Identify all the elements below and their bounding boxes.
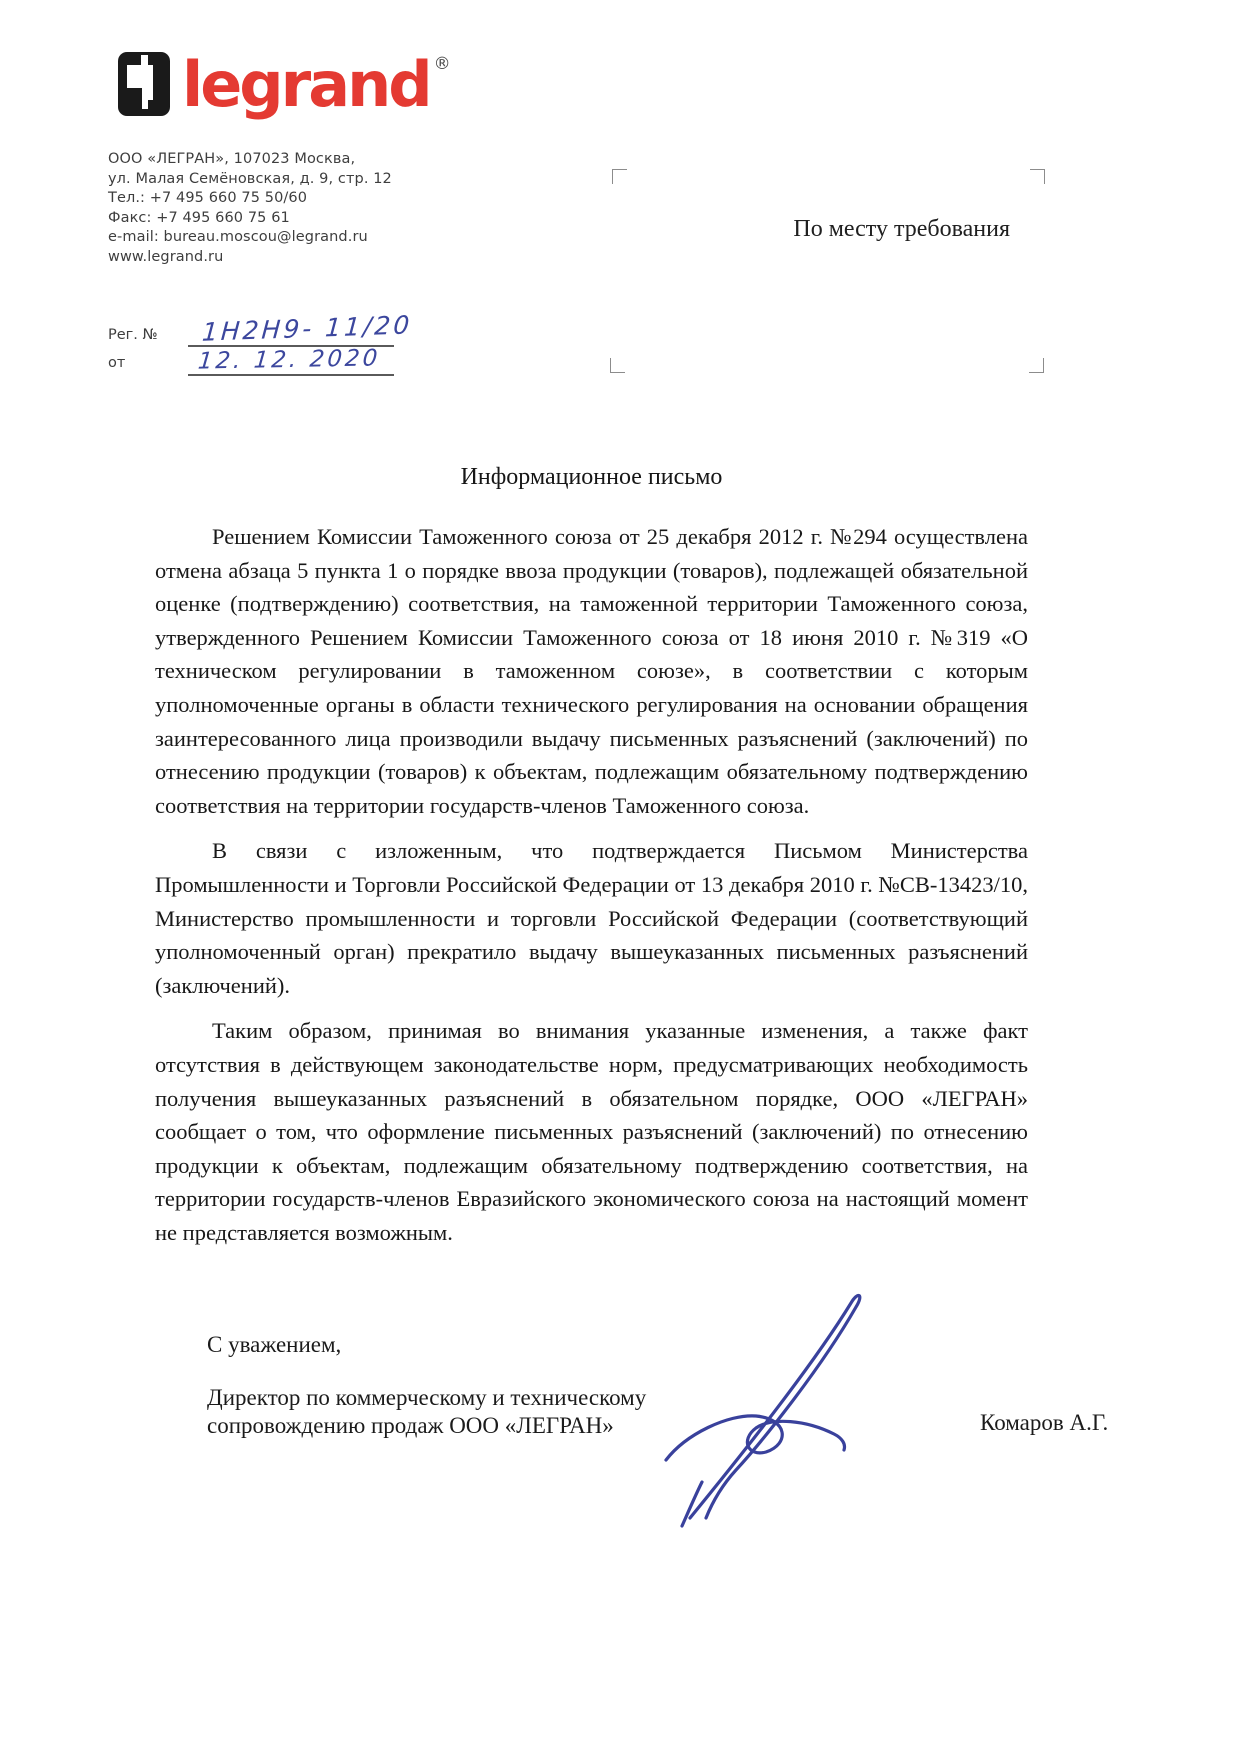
reg-number-label: Рег. № (108, 327, 158, 343)
sender-street-line: ул. Малая Семёновская, д. 9, стр. 12 (108, 170, 392, 187)
paragraph-3: Таким образом, принимая во внимания указанные изменения, а также факт отсутствия в действующем законодательстве норм, предусматривающих необходимость получения вышеуказанных разъяснений в обязательном порядке, ООО «ЛЕГРАН» сообщает о том, что оформление письменных разъяснений (заключений) по отнесению продукции к объектам, подлежащим обязательному подтверждению соответствия, на территории государств-членов Евразийского экономического союза на настоящий момент не представляется возможным. (155, 1018, 1028, 1245)
sender-address-block (108, 150, 392, 267)
date-handwritten-value: 12. 12. 2020 (196, 345, 382, 375)
signer-position-line-1: Директор по коммерческому и техническому (207, 1385, 647, 1410)
closing-salutation: С уважением, (207, 1332, 342, 1357)
signer-name: Комаров А.Г. (980, 1410, 1109, 1435)
corner-bracket-bottom-right (1029, 358, 1044, 373)
letter-title: Информационное письмо (460, 464, 723, 490)
corner-bracket-top-left (612, 169, 627, 184)
sender-phone-line: Тел.: +7 495 660 75 50/60 (108, 190, 308, 206)
recipient-line: По месту требования (793, 216, 1010, 242)
sender-fax-line: Факс: +7 495 660 75 61 (108, 209, 290, 226)
corner-bracket-top-right (1030, 169, 1045, 184)
corner-bracket-bottom-left (610, 358, 625, 373)
sender-website-line: www.legrand.ru (108, 248, 224, 265)
paragraph-1: Решением Комиссии Таможенного союза от 25 декабря 2012 г. №294 осуществлена отмена абзаца 5 пункта 1 о порядке ввоза продукции (товаров), подлежащей обязательной оценке (подтверждению) соответствия, на таможенной территории Таможенного союза, утвержденного Решением Комиссии Таможенного союза от 18 июня 2010 г. №319 «О техническом регулировании в таможенном союзе», в соответствии с которым уполномоченные органы в области технического регулирования на основании обращения заинтересованного лица производили выдачу письменных разъяснений (заключений) по отнесению продукции (товаров) к объектам, подлежащим обязательному подтверждению соответствия на территории государств-членов Таможенного союза. (155, 524, 1028, 818)
brand-wordmark: legrand (182, 48, 430, 121)
reg-number-handwritten-value: 1Н2Н9- 11/20 (201, 310, 414, 347)
handwritten-signature (638, 1272, 878, 1540)
paragraph-2: В связи с изложенным, что подтверждается Письмом Министерства Промышленности и Торговли Российской Федерации от 13 декабря 2010 г. №СВ-13423/10, Министерство промышленности и торговли Российской Федерации (соответствующий уполномоченный орган) прекратило выдачу вышеуказанных письменных разъяснений (заключений). (155, 838, 1028, 998)
registered-trademark-symbol: ® (433, 54, 451, 74)
legrand-logo (118, 48, 451, 121)
legrand-logo-mark-icon (118, 52, 170, 116)
date-label: от (108, 355, 126, 371)
signer-position-line-2: сопровождению продаж ООО «ЛЕГРАН» (207, 1413, 614, 1438)
date-underline (188, 374, 394, 376)
letter-body (155, 520, 1028, 1261)
signer-position (207, 1384, 646, 1440)
sender-company-line: ООО «ЛЕГРАН», 107023 Москва, (108, 151, 356, 167)
sender-email-line: e-mail: bureau.moscou@legrand.ru (108, 229, 368, 245)
